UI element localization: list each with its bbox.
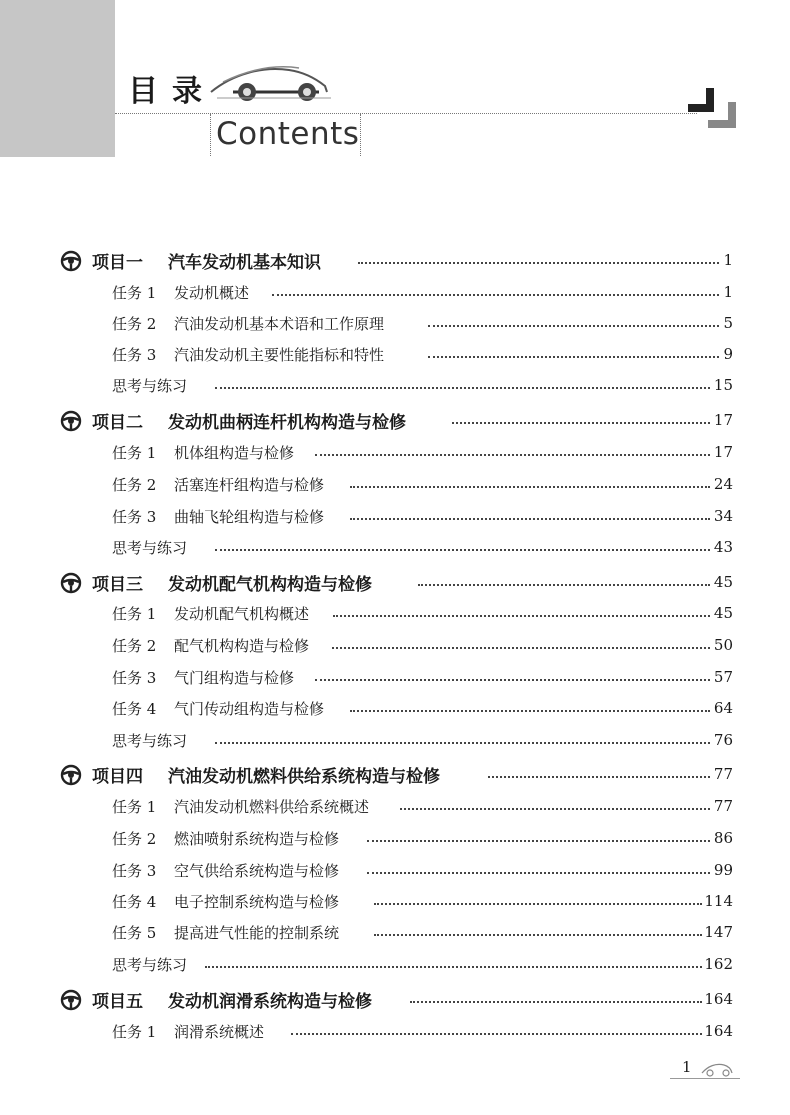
toc-task-row[interactable] [0, 920, 790, 944]
toc-task-row[interactable] [0, 826, 790, 850]
footer-rule [670, 1078, 740, 1079]
toc-page-number: 64 [713, 699, 733, 717]
toc-task-row[interactable] [0, 342, 790, 366]
toc-page-number: 1 [723, 251, 733, 269]
toc-page-number: 43 [713, 538, 733, 556]
toc-entry-title: 汽油发动机基本术语和工作原理 [174, 314, 385, 333]
toc-page-number: 50 [713, 636, 733, 654]
toc-task-row[interactable] [0, 633, 790, 657]
toc-project-row[interactable] [0, 248, 790, 272]
leader-dots [410, 1001, 702, 1003]
toc-entry-title: 发动机曲柄连杆机构构造与检修 [168, 412, 406, 433]
toc-entry-title: 发动机概述 [174, 283, 250, 302]
toc-page-number: 34 [713, 507, 733, 525]
leader-dots [367, 872, 710, 874]
leader-dots [374, 934, 702, 936]
footer-car-icon [700, 1060, 734, 1078]
toc-entry-title: 汽油发动机主要性能指标和特性 [174, 345, 385, 364]
toc-review-row[interactable] [0, 728, 790, 752]
leader-dots [488, 776, 710, 778]
leader-dots [428, 356, 719, 358]
task-number: 任务 4 [112, 699, 157, 718]
toc-task-row[interactable] [0, 858, 790, 882]
toc-entry-title: 思考与练习 [112, 538, 188, 557]
task-number: 任务 2 [112, 314, 157, 333]
task-number: 任务 3 [112, 861, 157, 880]
toc-task-row[interactable] [0, 504, 790, 528]
toc-review-row[interactable] [0, 535, 790, 559]
toc-entry-title: 提高进气性能的控制系统 [174, 923, 340, 942]
leader-dots [350, 486, 710, 488]
project-number: 项目四 [92, 766, 143, 787]
leader-dots [332, 647, 710, 649]
toc-page-number: 164 [704, 990, 733, 1008]
toc-task-row[interactable] [0, 440, 790, 464]
steering-wheel-icon [60, 764, 82, 786]
toc-page-number: 99 [713, 861, 733, 879]
toc-task-row[interactable] [0, 311, 790, 335]
task-number: 任务 1 [112, 443, 157, 462]
task-number: 任务 1 [112, 797, 157, 816]
toc-page-number: 162 [704, 955, 733, 973]
project-number: 项目五 [92, 991, 143, 1012]
leader-dots [350, 518, 710, 520]
toc-page-number: 77 [713, 765, 733, 783]
toc-entry-title: 活塞连杆组构造与检修 [174, 475, 325, 494]
toc-project-row[interactable] [0, 408, 790, 432]
toc-entry-title: 机体组构造与检修 [174, 443, 295, 462]
page-title-chinese: 目录 [128, 74, 216, 109]
footer-page-number: 1 [682, 1058, 692, 1076]
toc-page-number: 9 [723, 345, 733, 363]
toc-entry-title: 燃油喷射系统构造与检修 [174, 829, 340, 848]
toc-task-row[interactable] [0, 1019, 790, 1043]
toc-entry-title: 曲轴飞轮组构造与检修 [174, 507, 325, 526]
toc-page-number: 1 [723, 283, 733, 301]
task-number: 任务 4 [112, 892, 157, 911]
steering-wheel-icon [60, 572, 82, 594]
toc-page-number: 45 [713, 573, 733, 591]
toc-review-row[interactable] [0, 373, 790, 397]
toc-page-number: 76 [713, 731, 733, 749]
task-number: 任务 1 [112, 1022, 157, 1041]
toc-review-row[interactable] [0, 952, 790, 976]
task-number: 任务 1 [112, 283, 157, 302]
toc-task-row[interactable] [0, 665, 790, 689]
leader-dots [452, 422, 710, 424]
toc-page-number: 86 [713, 829, 733, 847]
leader-dots [428, 325, 719, 327]
toc-page-number: 164 [704, 1022, 733, 1040]
leader-dots [215, 387, 710, 389]
toc-task-row[interactable] [0, 696, 790, 720]
leader-dots [358, 262, 719, 264]
leader-dots [367, 840, 710, 842]
toc-entry-title: 发动机润滑系统构造与检修 [168, 991, 372, 1012]
leader-dots [291, 1033, 702, 1035]
toc-entry-title: 发动机配气机构构造与检修 [168, 574, 372, 595]
toc-project-row[interactable] [0, 570, 790, 594]
leader-dots [350, 710, 710, 712]
leader-dots [333, 615, 710, 617]
leader-dots [315, 679, 710, 681]
task-number: 任务 3 [112, 345, 157, 364]
leader-dots [400, 808, 710, 810]
task-number: 任务 2 [112, 475, 157, 494]
toc-page-number: 77 [713, 797, 733, 815]
toc-entry-title: 空气供给系统构造与检修 [174, 861, 340, 880]
toc-entry-title: 润滑系统概述 [174, 1022, 265, 1041]
steering-wheel-icon [60, 250, 82, 272]
leader-dots [418, 584, 710, 586]
toc-page-number: 5 [723, 314, 733, 332]
toc-page-number: 114 [704, 892, 733, 910]
task-number: 任务 3 [112, 668, 157, 687]
toc-entry-title: 汽车发动机基本知识 [168, 252, 321, 273]
leader-dots [215, 742, 710, 744]
leader-dots [374, 903, 702, 905]
project-number: 项目三 [92, 574, 143, 595]
toc-entry-title: 思考与练习 [112, 376, 188, 395]
toc-entry-title: 思考与练习 [112, 955, 188, 974]
steering-wheel-icon [60, 410, 82, 432]
toc-page-number: 147 [704, 923, 733, 941]
toc-task-row[interactable] [0, 889, 790, 913]
leader-dots [315, 454, 710, 456]
task-number: 任务 3 [112, 507, 157, 526]
task-number: 任务 5 [112, 923, 157, 942]
toc-task-row[interactable] [0, 794, 790, 818]
toc-entry-title: 气门传动组构造与检修 [174, 699, 325, 718]
toc-task-row[interactable] [0, 472, 790, 496]
steering-wheel-icon [60, 989, 82, 1011]
task-number: 任务 2 [112, 829, 157, 848]
leader-dots [215, 549, 710, 551]
toc-entry-title: 汽油发动机燃料供给系统概述 [174, 797, 370, 816]
task-number: 任务 1 [112, 604, 157, 623]
toc-project-row[interactable] [0, 987, 790, 1011]
toc-page-number: 57 [713, 668, 733, 686]
toc-entry-title: 配气机构构造与检修 [174, 636, 310, 655]
task-number: 任务 2 [112, 636, 157, 655]
toc-project-row[interactable] [0, 762, 790, 786]
toc-entry-title: 气门组构造与检修 [174, 668, 295, 687]
toc-entry-title: 发动机配气机构概述 [174, 604, 310, 623]
toc-page-number: 17 [713, 411, 733, 429]
toc-task-row[interactable] [0, 280, 790, 304]
toc-entry-title: 电子控制系统构造与检修 [174, 892, 340, 911]
project-number: 项目一 [92, 252, 143, 273]
toc-page-number: 17 [713, 443, 733, 461]
toc-task-row[interactable] [0, 601, 790, 625]
toc-page-number: 15 [713, 376, 733, 394]
page-title-english: Contents [216, 116, 360, 152]
toc-page-number: 24 [713, 475, 733, 493]
project-number: 项目二 [92, 412, 143, 433]
toc-entry-title: 汽油发动机燃料供给系统构造与检修 [168, 766, 440, 787]
toc-entry-title: 思考与练习 [112, 731, 188, 750]
leader-dots [272, 294, 719, 296]
leader-dots [205, 966, 702, 968]
toc-page-number: 45 [713, 604, 733, 622]
